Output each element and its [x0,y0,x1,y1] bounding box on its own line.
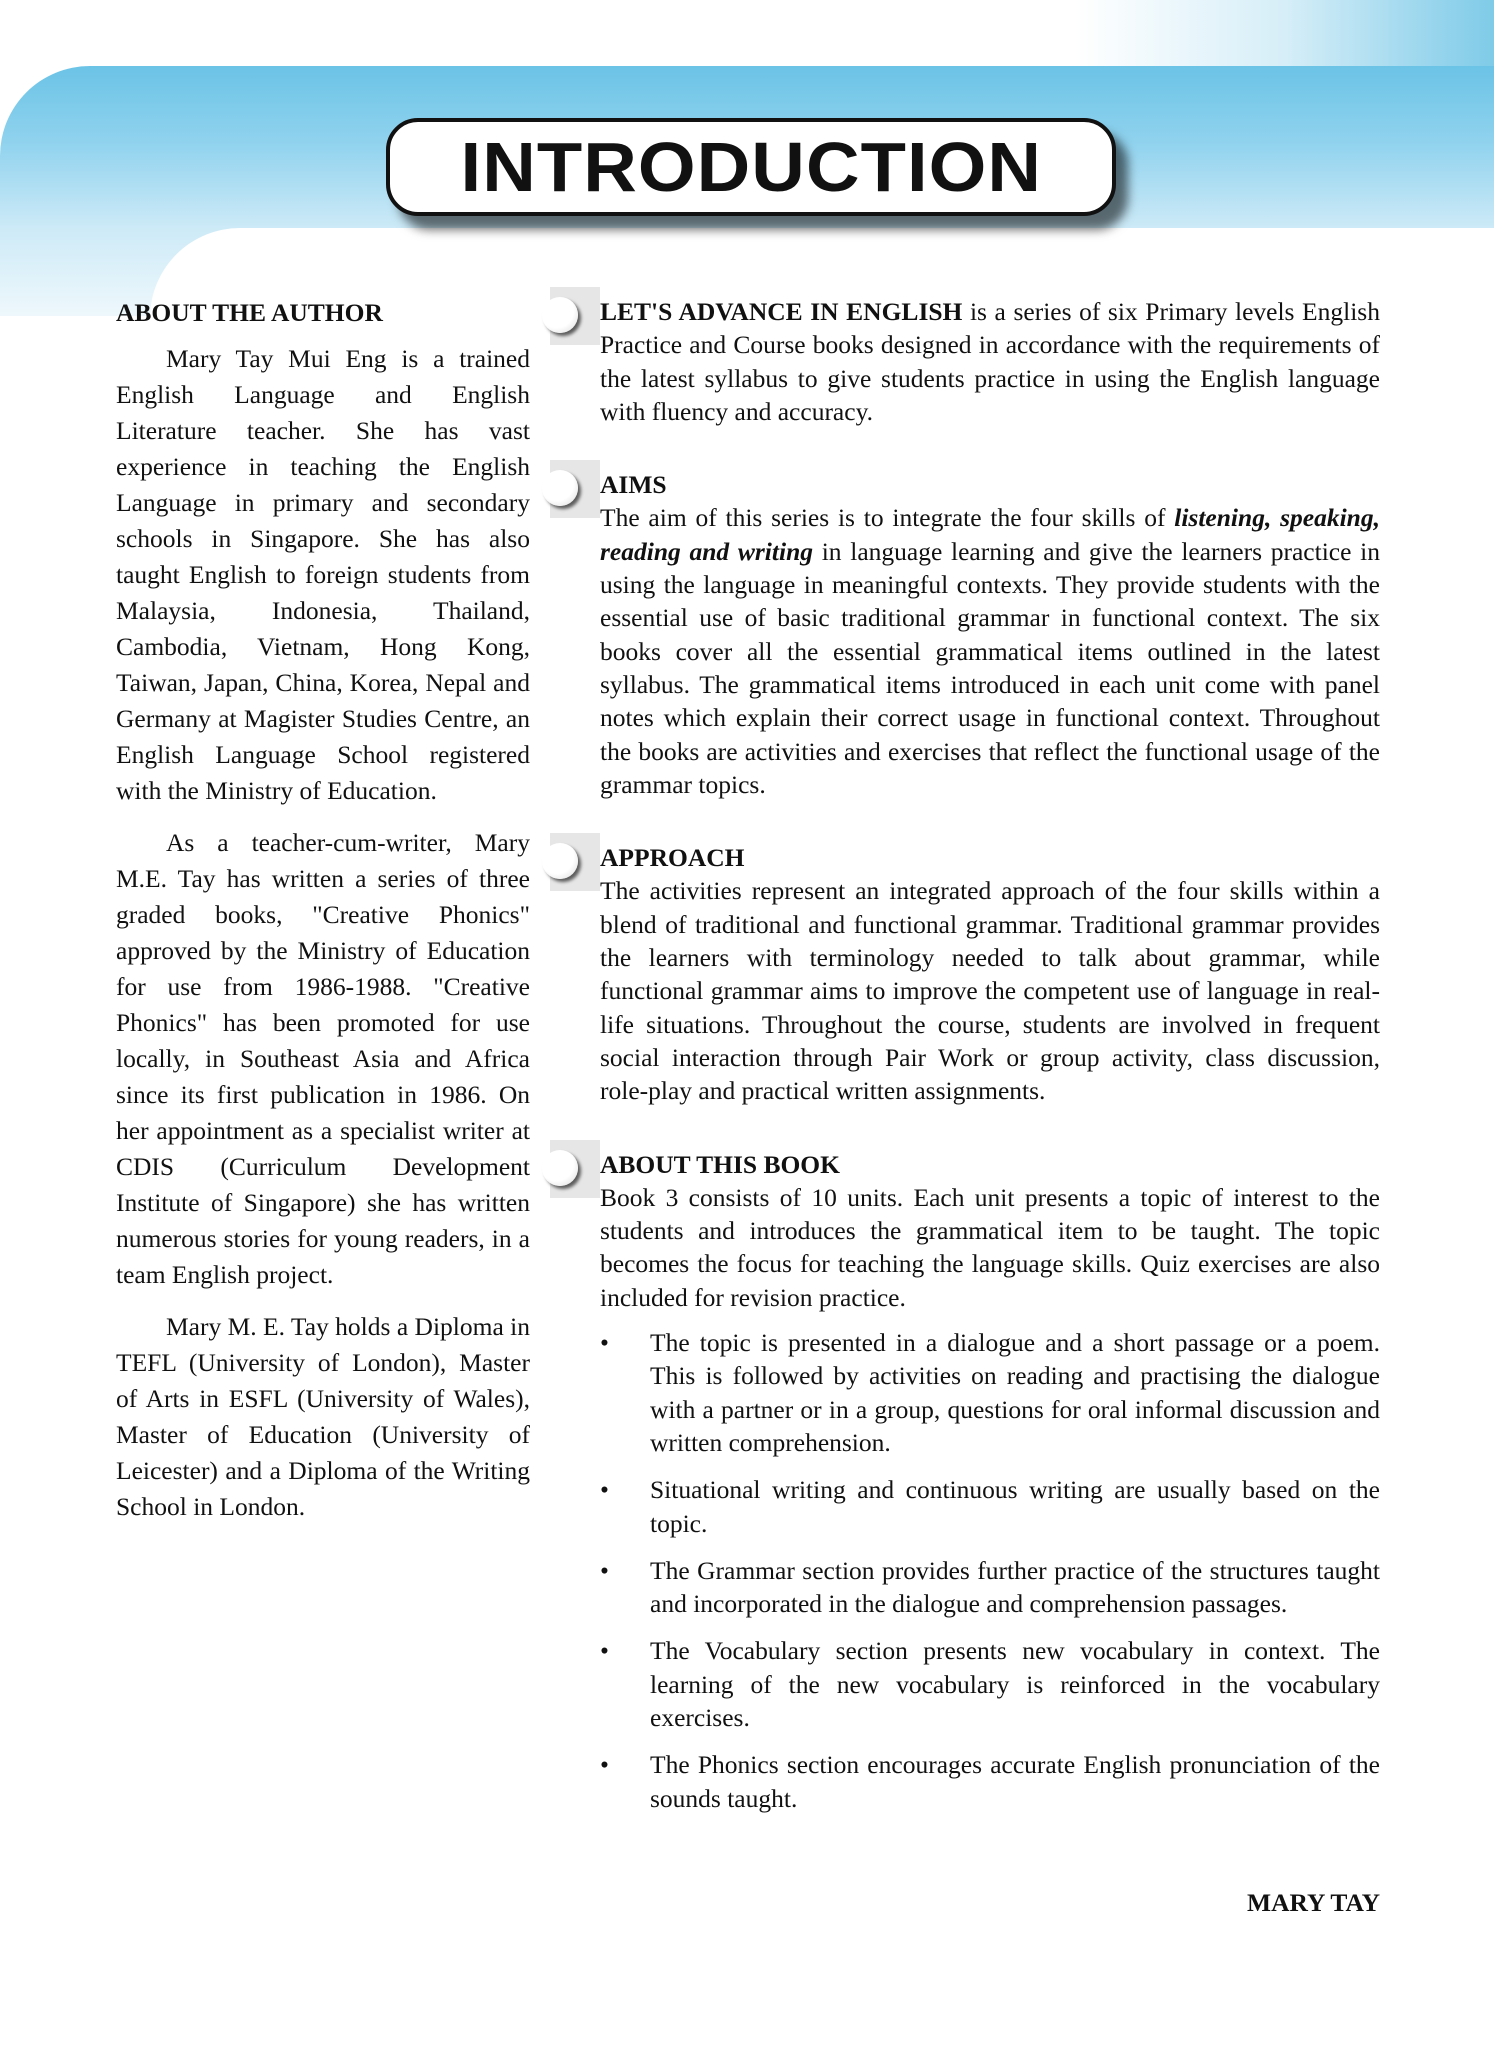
series-section [600,295,1380,428]
approach-heading: APPROACH [600,843,745,873]
main-column [600,295,1380,1855]
list-item-text: The Phonics section encourages accurate English pronunciation of the sounds taught. [650,1750,1380,1813]
list-item [600,1748,1380,1815]
signature: MARY TAY [1247,1888,1380,1917]
approach-section [600,841,1380,1107]
approach-text: The activities represent an integrated approach of the four skills within a blend of traditional and functional grammar. Traditional grammar provides the learners with terminology needed to talk about grammar, while functional grammar aims to improve the competent use of language in real-life situations. Throughout the course, students are involved in frequent social interaction through Pair Work or group activity, class discussion, role-play and practical written assignments. [600,876,1380,1106]
section-bullet-icon [542,460,600,518]
list-item [600,1554,1380,1621]
section-bullet-icon [542,1140,600,1198]
aims-heading: AIMS [600,470,667,500]
series-text [600,295,1380,428]
aims-text [600,501,1380,801]
section-bullet-icon [542,287,600,345]
aims-text-after: in language learning and give the learners practice in using the language in meaningful contexts. They provide students with the essential use of basic traditional grammar in functional context. The six books cover all the essential grammatical items outlined in the latest syllabus. The grammatical items introduced in each unit come with panel notes which explain their correct usage in functional context. Throughout the books are activities and exercises that reflect the functional usage of the grammar topics. [600,536,1380,799]
header-gradient [0,0,1494,70]
book-points-list [600,1326,1380,1815]
list-item [600,1473,1380,1540]
author-paragraph-1: Mary Tay Mui Eng is a trained English Language and English Literature teacher. She has vast experience in teaching the English Language in primary and secondary schools in Singapore. She has also taught English to foreign students from Malaysia, Indonesia, Thailand, Cambodia, Vietnam, Hong Kong, Taiwan, Japan, China, Korea, Nepal and Germany at Magister Studies Centre, an English Language School registered with the Ministry of Education. [116,344,530,805]
list-item-text: The Grammar section provides further practice of the structures taught and incorporated in the dialogue and comprehension passages. [650,1555,1380,1619]
list-item [600,1326,1380,1459]
author-paragraph-2: As a teacher-cum-writer, Mary M.E. Tay has written a series of three graded books, "Creative Phonics" approved by the Ministry of Education for use from 1986-1988. "Creative Phonics" has been promoted for use locally, in Southeast Asia and Africa since its first publication in 1986. On her appointment as a specialist writer at CDIS (Curriculum Development Institute of Singapore) she has written numerous stories for young readers, in a team English project. [116,828,530,1289]
book-heading: ABOUT THIS BOOK [600,1149,840,1179]
list-item-text: Situational writing and continuous writing are usually based on the topic. [650,1475,1380,1538]
list-item-text: The Vocabulary section presents new vocabulary in context. The learning of the new vocabulary is reinforced in the vocabulary exercises. [650,1636,1380,1732]
bullet-icon: • [600,1555,609,1585]
author-heading: ABOUT THE AUTHOR [116,298,383,327]
page-title: INTRODUCTION [460,128,1042,206]
aims-text-before: The aim of this series is to integrate the four skills of [600,503,1175,533]
bullet-icon: • [600,1750,609,1780]
list-item [600,1634,1380,1734]
bullet-icon: • [600,1328,609,1358]
author-column [116,295,530,1541]
section-bullet-icon [542,833,600,891]
aims-skills: listening, speaking, reading and writing [600,503,1380,566]
bullet-icon: • [600,1636,609,1666]
bullet-icon: • [600,1475,609,1505]
author-paragraph-3: Mary M. E. Tay holds a Diploma in TEFL (University of London), Master of Arts in ESFL (University of Wales), Master of Education (University of Leicester) and a Diploma of the Writing School in London. [116,1312,530,1521]
book-section [600,1148,1380,1815]
list-item-text: The topic is presented in a dialogue and a short passage or a poem. This is followed by activities on reading and practising the dialogue with a partner or in a group, questions for oral informal discussion and written comprehension. [650,1328,1380,1457]
title-banner [386,118,1116,216]
book-text: Book 3 consists of 10 units. Each unit presents a topic of interest to the students and introduces the grammatical item to be taught. The topic becomes the focus for teaching the language skills. Quiz exercises are also included for revision practice. [600,1182,1380,1312]
series-name: LET'S ADVANCE IN ENGLISH [600,297,963,326]
aims-section [600,468,1380,801]
series-description: is a series of six Primary levels English Practice and Course books designed in accordance with the requirements of the latest syllabus to give students practice in using the English language with fluency and accuracy. [600,297,1380,426]
